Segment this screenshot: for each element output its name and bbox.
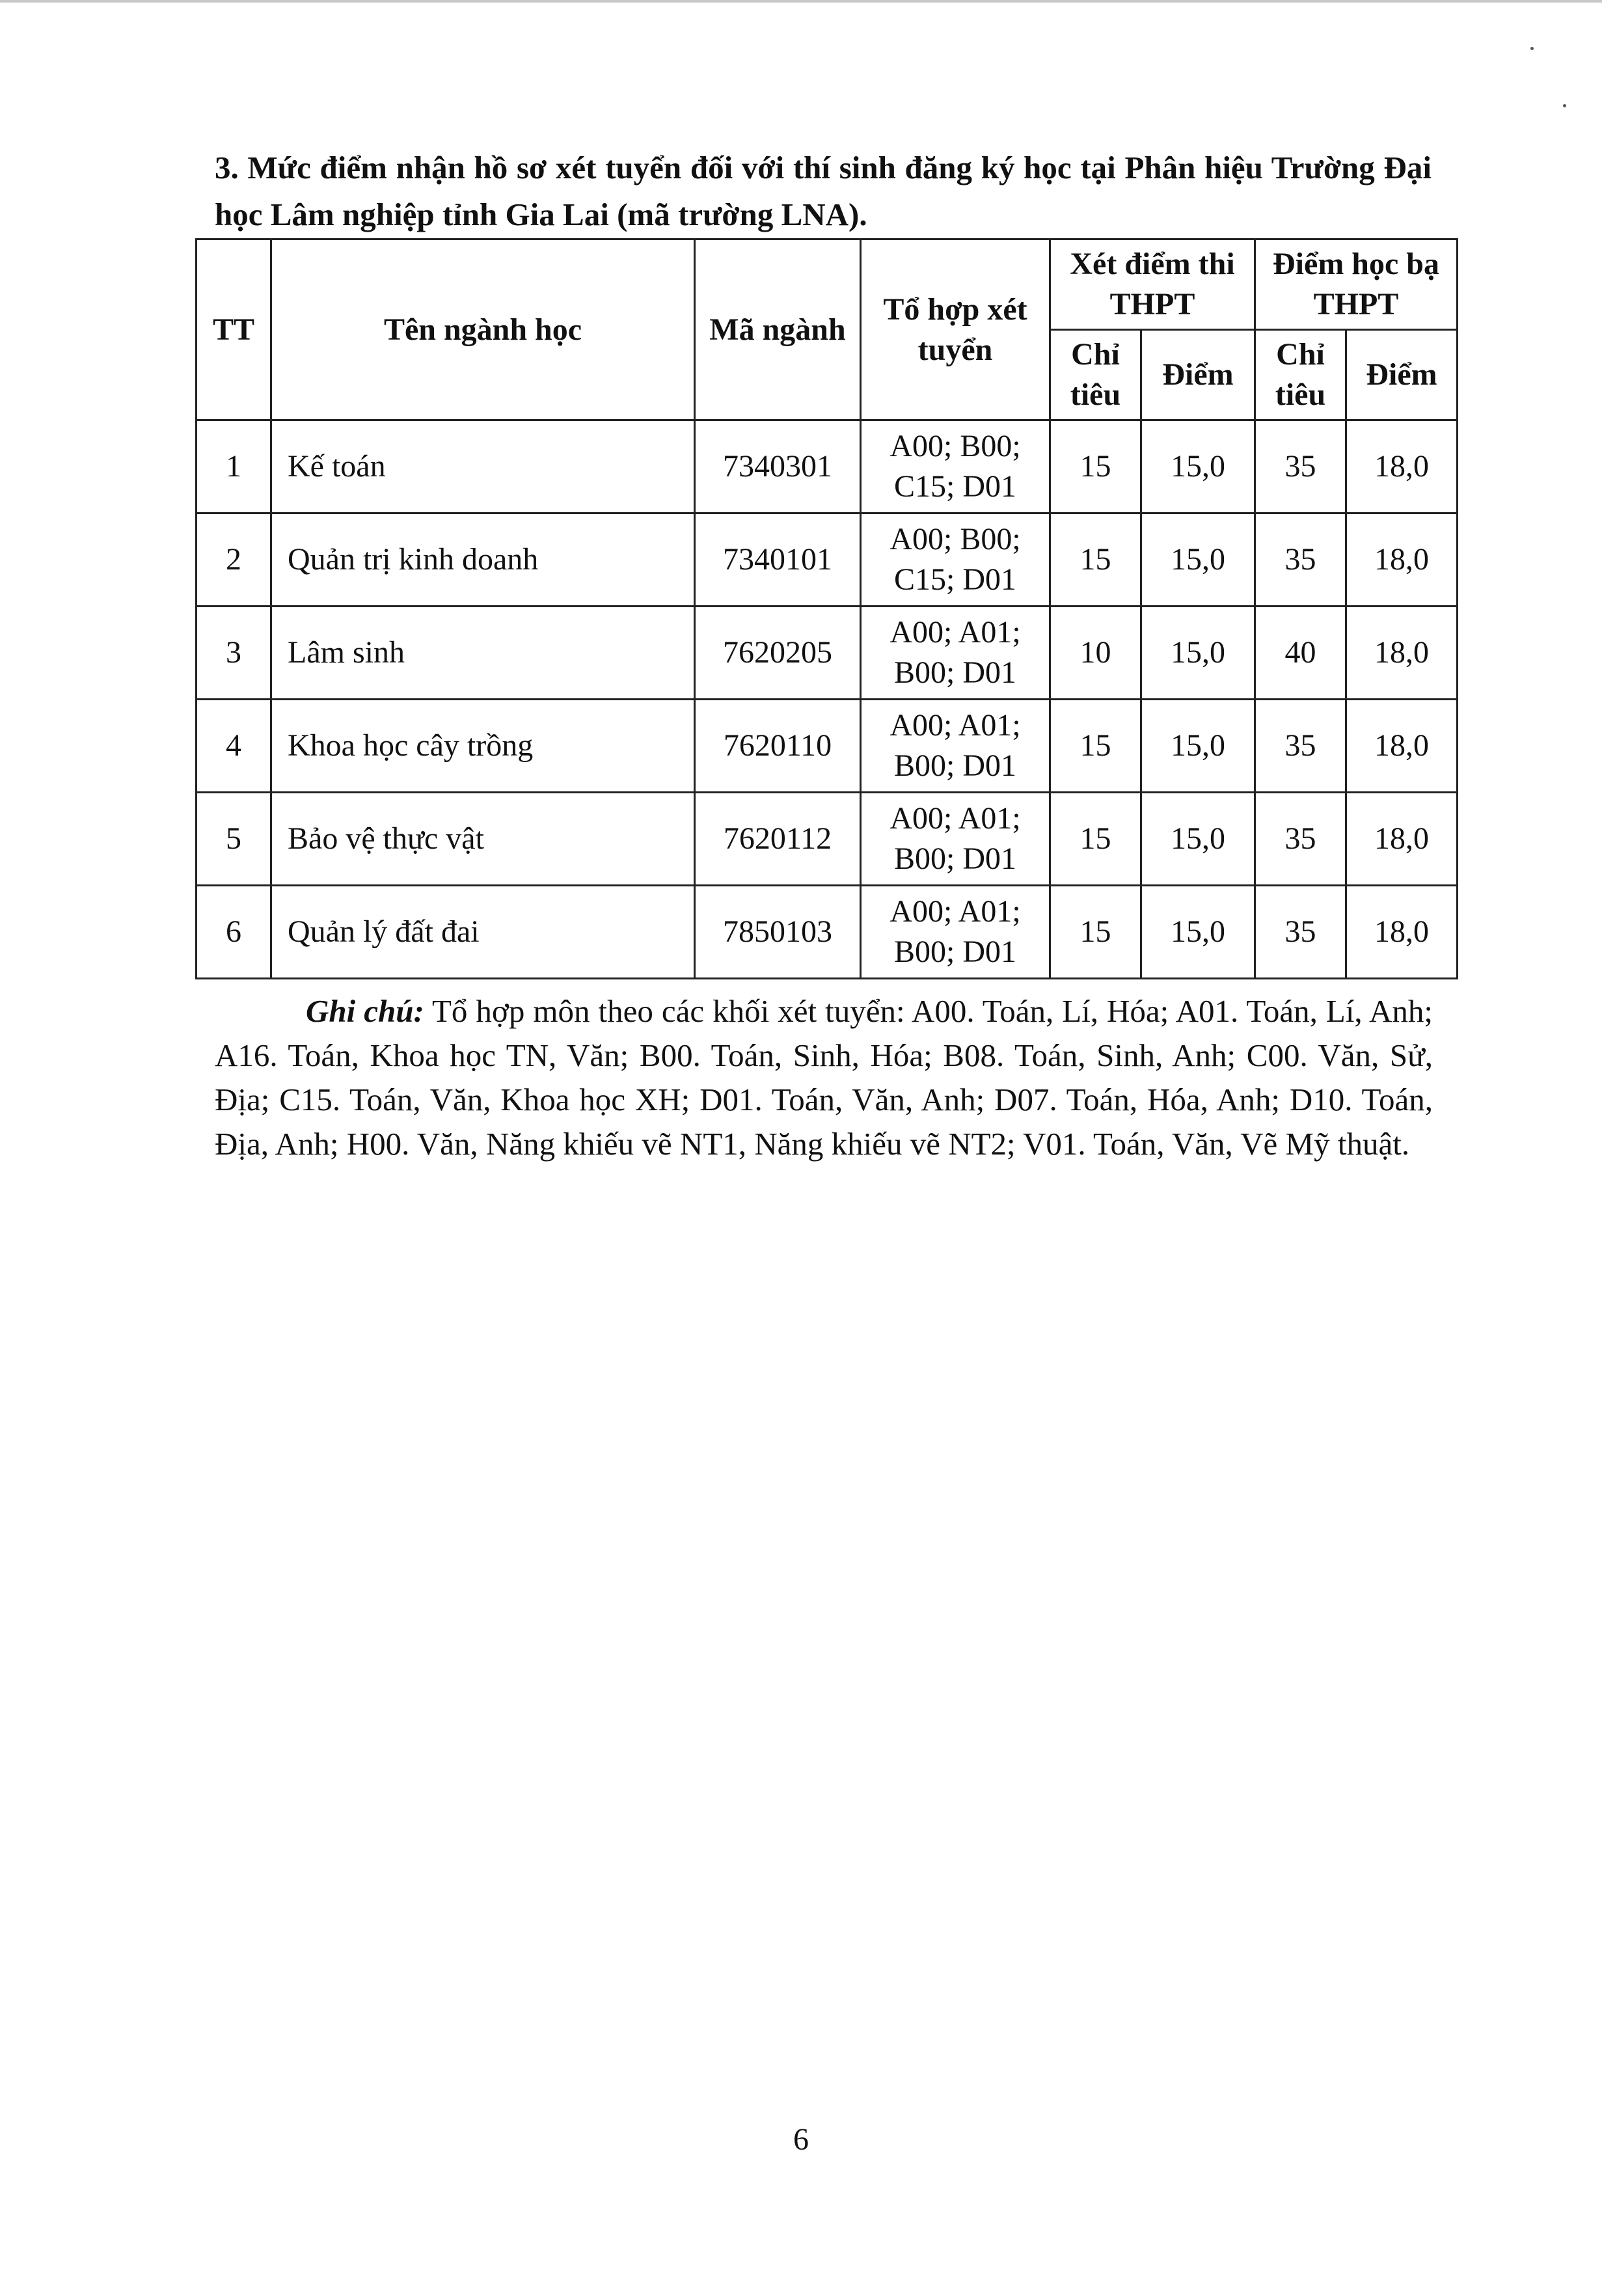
footnote-label: Ghi chú: (306, 993, 424, 1029)
cell-transcript-score: 18,0 (1346, 513, 1458, 607)
cell-tt: 2 (197, 513, 271, 607)
header-major-name: Tên ngành học (271, 239, 695, 420)
cell-exam-score: 15,0 (1141, 793, 1255, 886)
cell-tt: 4 (197, 700, 271, 793)
cell-exam-quota: 15 (1050, 793, 1141, 886)
cell-exam-quota: 15 (1050, 700, 1141, 793)
header-tt: TT (197, 239, 271, 420)
cell-major-code: 7340301 (695, 420, 861, 513)
cell-major-code: 7620112 (695, 793, 861, 886)
table-header-row (197, 239, 1458, 330)
table-row (197, 886, 1458, 979)
cell-exam-quota: 15 (1050, 886, 1141, 979)
cell-exam-quota: 10 (1050, 607, 1141, 700)
cell-transcript-quota: 35 (1255, 886, 1346, 979)
cell-transcript-score: 18,0 (1346, 420, 1458, 513)
page-number: 6 (793, 2122, 809, 2157)
cell-major-code: 7620110 (695, 700, 861, 793)
header-transcript: Điểm học bạ THPT (1255, 239, 1458, 330)
cell-tt: 6 (197, 886, 271, 979)
cell-transcript-score: 18,0 (1346, 607, 1458, 700)
table-row (197, 513, 1458, 607)
cell-exam-score: 15,0 (1141, 420, 1255, 513)
cell-major-code: 7850103 (695, 886, 861, 979)
cell-major-code: 7340101 (695, 513, 861, 607)
admission-table-container (195, 238, 1456, 968)
table-row (197, 700, 1458, 793)
scan-speck (1530, 47, 1534, 50)
admission-table (195, 238, 1458, 979)
cell-tt: 5 (197, 793, 271, 886)
cell-major-name: Khoa học cây trồng (271, 700, 695, 793)
cell-transcript-score: 18,0 (1346, 886, 1458, 979)
table-row (197, 793, 1458, 886)
header-exam-quota: Chỉ tiêu (1050, 330, 1141, 420)
cell-major-name: Quản trị kinh doanh (271, 513, 695, 607)
cell-subject-combo: A00; A01; B00; D01 (861, 793, 1050, 886)
cell-major-name: Bảo vệ thực vật (271, 793, 695, 886)
cell-subject-combo: A00; A01; B00; D01 (861, 607, 1050, 700)
cell-transcript-quota: 35 (1255, 420, 1346, 513)
cell-exam-score: 15,0 (1141, 886, 1255, 979)
cell-tt: 3 (197, 607, 271, 700)
footnote-text: Tổ hợp môn theo các khối xét tuyển: A00. Toán, Lí, Hóa; A01. Toán, Lí, Anh; A16. Toán, Khoa học TN, Văn; B00. Toán, Sinh, Hóa; B08. Toán, Sinh, Anh; C00. Văn, Sử, Địa; C15. Toán, Văn, Khoa học XH; D01. Toán, Văn, Anh; D07. Toán, Hóa, Anh; D10. Toán, Địa, Anh; H00. Văn, Năng khiếu vẽ NT1, Năng khiếu vẽ NT2; V01. Toán, Văn, Vẽ Mỹ thuật. (215, 993, 1433, 1162)
header-transcript-quota: Chỉ tiêu (1255, 330, 1346, 420)
header-major-code: Mã ngành (695, 239, 861, 420)
scan-edge (0, 0, 1602, 3)
cell-subject-combo: A00; B00; C15; D01 (861, 513, 1050, 607)
cell-subject-combo: A00; A01; B00; D01 (861, 700, 1050, 793)
header-transcript-score: Điểm (1346, 330, 1458, 420)
cell-major-code: 7620205 (695, 607, 861, 700)
cell-transcript-quota: 35 (1255, 513, 1346, 607)
table-row (197, 607, 1458, 700)
header-thpt-exam: Xét điểm thi THPT (1050, 239, 1255, 330)
cell-transcript-score: 18,0 (1346, 700, 1458, 793)
cell-subject-combo: A00; A01; B00; D01 (861, 886, 1050, 979)
cell-exam-score: 15,0 (1141, 607, 1255, 700)
header-exam-score: Điểm (1141, 330, 1255, 420)
cell-transcript-quota: 40 (1255, 607, 1346, 700)
section-heading: 3. Mức điểm nhận hồ sơ xét tuyển đối với thí sinh đăng ký học tại Phân hiệu Trường Đại học Lâm nghiệp tỉnh Gia Lai (mã trường LNA). (215, 150, 1432, 232)
cell-exam-score: 15,0 (1141, 513, 1255, 607)
cell-subject-combo: A00; B00; C15; D01 (861, 420, 1050, 513)
table-row (197, 420, 1458, 513)
cell-tt: 1 (197, 420, 271, 513)
scan-speck (1563, 104, 1566, 107)
cell-transcript-quota: 35 (1255, 700, 1346, 793)
cell-major-name: Lâm sinh (271, 607, 695, 700)
cell-exam-quota: 15 (1050, 420, 1141, 513)
cell-transcript-quota: 35 (1255, 793, 1346, 886)
header-subject-combo: Tổ hợp xét tuyển (861, 239, 1050, 420)
cell-transcript-score: 18,0 (1346, 793, 1458, 886)
cell-major-name: Kế toán (271, 420, 695, 513)
cell-exam-quota: 15 (1050, 513, 1141, 607)
cell-major-name: Quản lý đất đai (271, 886, 695, 979)
footnote (215, 989, 1433, 1166)
cell-exam-score: 15,0 (1141, 700, 1255, 793)
